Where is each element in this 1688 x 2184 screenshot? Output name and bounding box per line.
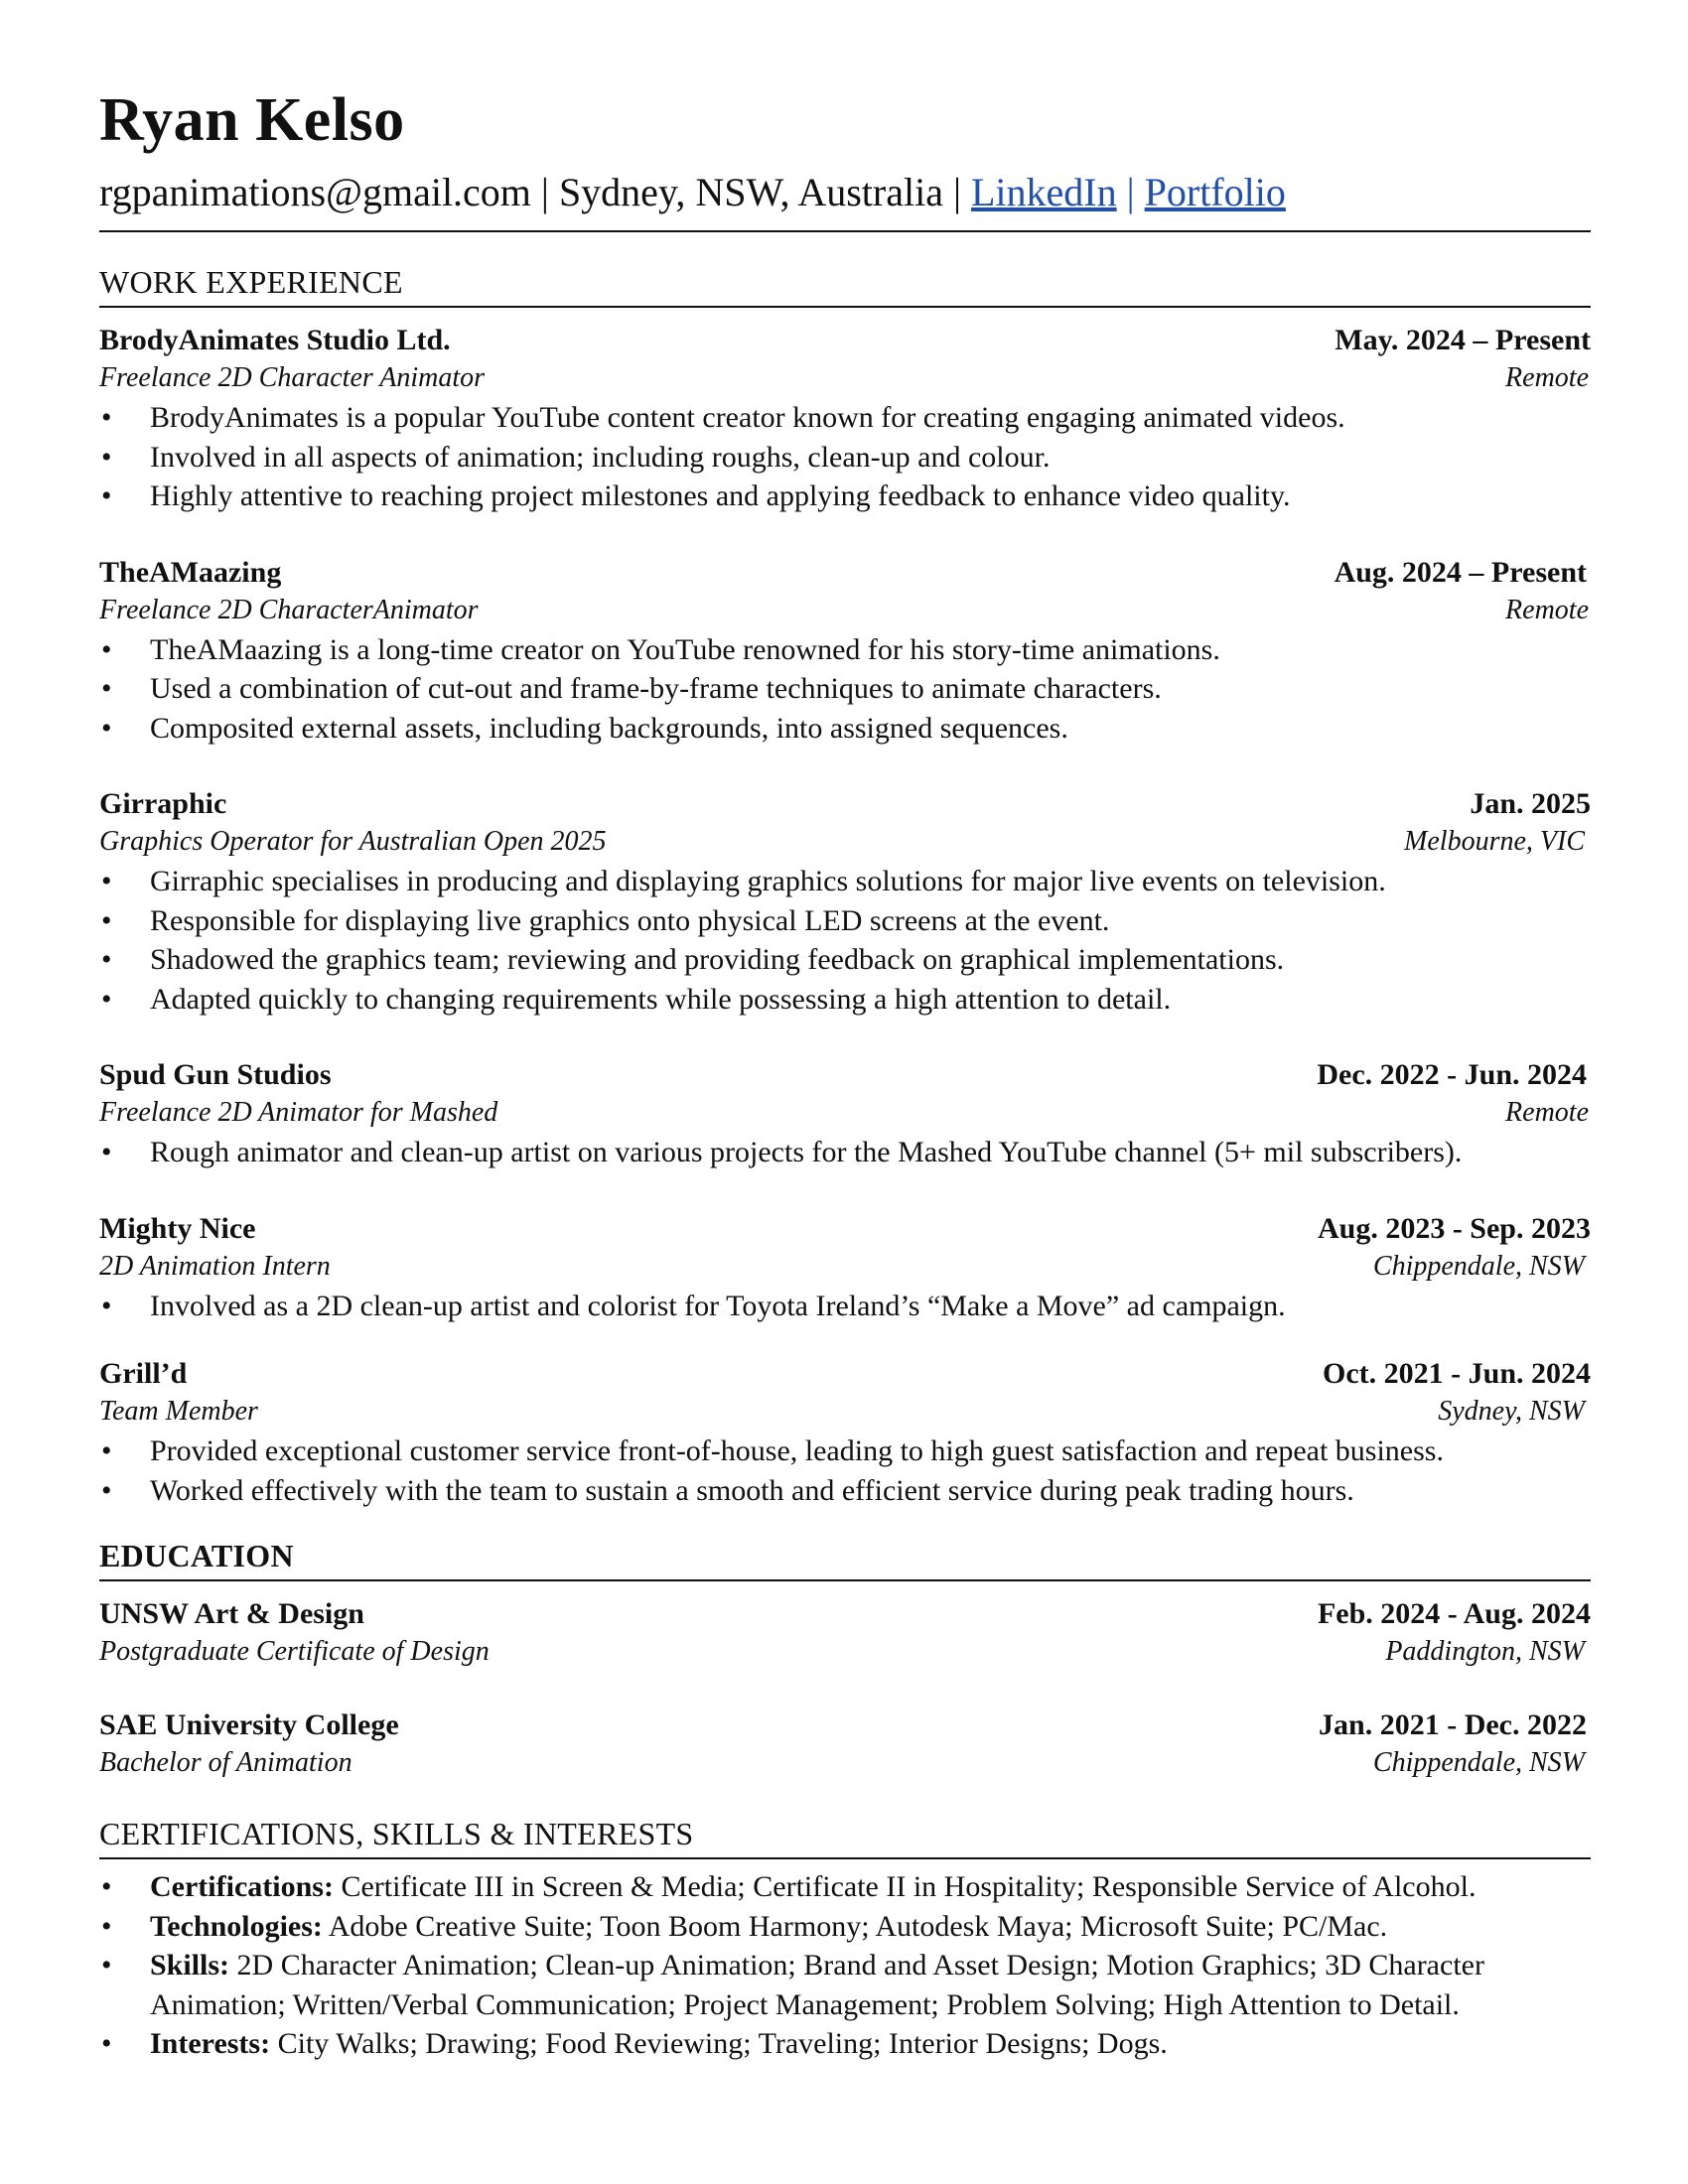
contact-separator: | [952, 170, 961, 214]
bullet-item: • Highly attentive to reaching project milestones and applying feedback to enhance video quality. [99, 477, 1591, 516]
education-school: UNSW Art & Design [99, 1597, 364, 1630]
contact-location: Sydney, NSW, Australia [558, 170, 943, 214]
work-company: BrodyAnimates Studio Ltd. [99, 324, 451, 356]
education-dates: Feb. 2024 - Aug. 2024 [1317, 1597, 1591, 1630]
bullet-item: • TheAMaazing is a long-time creator on YouTube renowned for his story-time animations. [99, 630, 1591, 670]
work-section [99, 322, 1591, 1510]
work-entry [99, 322, 1591, 516]
work-location: Remote [1505, 1097, 1589, 1128]
work-location: Remote [1505, 362, 1589, 393]
section-divider [99, 1579, 1591, 1581]
skills-item [99, 1946, 1591, 2024]
bullet-item: • Rough animator and clean-up artist on various projects for the Mashed YouTube channel (5+ mil subscribers). [99, 1133, 1591, 1172]
work-entry [99, 554, 1591, 749]
skills-list [99, 1867, 1591, 2064]
work-role: Graphics Operator for Australian Open 2025 [99, 826, 607, 857]
work-entry [99, 1210, 1591, 1326]
skills-text: Adobe Creative Suite; Toon Boom Harmony; Autodesk Maya; Microsoft Suite; PC/Mac. [322, 1909, 1388, 1943]
education-location: Chippendale, NSW [1372, 1747, 1585, 1778]
work-company: Girraphic [99, 787, 227, 820]
education-location: Paddington, NSW [1385, 1636, 1585, 1667]
bullet-item: • Used a combination of cut-out and frame-by-frame techniques to animate characters. [99, 669, 1591, 709]
education-entry [99, 1595, 1591, 1671]
skills-label: Interests: [150, 2027, 271, 2060]
work-bullets [99, 862, 1591, 1019]
section-title-skills: CERTIFICATIONS, SKILLS & INTERESTS [99, 1816, 694, 1851]
contact-separator: | [540, 170, 549, 214]
skills-text: City Walks; Drawing; Food Reviewing; Traveling; Interior Designs; Dogs. [270, 2027, 1168, 2060]
work-bullets [99, 1432, 1591, 1510]
work-bullets [99, 1133, 1591, 1172]
skills-label: Skills: [150, 1949, 230, 1981]
work-bullets [99, 1287, 1591, 1326]
education-degree: Postgraduate Certificate of Design [99, 1636, 490, 1667]
education-entry [99, 1706, 1591, 1782]
work-company: Mighty Nice [99, 1211, 256, 1245]
work-location: Sydney, NSW [1438, 1396, 1585, 1427]
work-dates: Oct. 2021 - Jun. 2024 [1323, 1357, 1591, 1390]
skills-label: Certifications: [150, 1870, 334, 1903]
work-location: Remote [1505, 594, 1589, 625]
resume-page [99, 86, 1591, 2064]
work-role: Freelance 2D CharacterAnimator [99, 594, 479, 625]
section-divider [99, 1857, 1591, 1859]
work-company: Spud Gun Studios [99, 1058, 332, 1091]
work-role: Freelance 2D Animator for Mashed [99, 1097, 498, 1128]
skills-item [99, 1907, 1591, 1947]
contact-line [99, 170, 1591, 214]
bullet-item: • Worked effectively with the team to sustain a smooth and efficient service during peak trading hours. [99, 1471, 1591, 1511]
skills-label: Technologies: [150, 1909, 323, 1943]
contact-email[interactable]: rgpanimations@gmail.com [99, 170, 531, 214]
work-entry [99, 1056, 1591, 1172]
education-section [99, 1595, 1591, 1782]
bullet-item: • Involved in all aspects of animation; including roughs, clean-up and colour. [99, 438, 1591, 478]
work-dates: Aug. 2024 – Present [1334, 555, 1587, 589]
work-dates: Dec. 2022 - Jun. 2024 [1317, 1058, 1587, 1091]
education-school: SAE University College [99, 1708, 399, 1741]
bullet-item: • Shadowed the graphics team; reviewing and providing feedback on graphical implementations. [99, 940, 1591, 980]
bullet-item: • Girraphic specialises in producing and displaying graphics solutions for major live events on television. [99, 862, 1591, 901]
section-title-education: EDUCATION [99, 1538, 294, 1573]
work-location: Melbourne, VIC [1404, 826, 1585, 857]
skills-text: 2D Character Animation; Clean-up Animation; Brand and Asset Design; Motion Graphics; 3D Character Animation; Written/Verbal Communication; Project Management; Problem Solving; High Attention to Detail. [150, 1949, 1484, 2021]
work-entry [99, 785, 1591, 1019]
portfolio-link[interactable]: Portfolio [1144, 170, 1286, 214]
bullet-item: • BrodyAnimates is a popular YouTube content creator known for creating engaging animated videos. [99, 398, 1591, 438]
skills-text: Certificate III in Screen & Media; Certificate II in Hospitality; Responsible Service of Alcohol. [333, 1870, 1477, 1903]
bullet-item: • Involved as a 2D clean-up artist and colorist for Toyota Ireland’s “Make a Move” ad campaign. [99, 1287, 1591, 1326]
work-role: Freelance 2D Character Animator [99, 362, 486, 393]
education-dates: Jan. 2021 - Dec. 2022 [1319, 1708, 1587, 1741]
section-divider [99, 306, 1591, 308]
work-dates: May. 2024 – Present [1335, 324, 1591, 356]
work-role: 2D Animation Intern [99, 1250, 331, 1282]
work-bullets [99, 630, 1591, 749]
work-company: Grill’d [99, 1357, 188, 1390]
work-dates: Jan. 2025 [1470, 787, 1591, 820]
work-dates: Aug. 2023 - Sep. 2023 [1317, 1211, 1591, 1245]
work-location: Chippendale, NSW [1372, 1250, 1585, 1282]
bullet-item: • Provided exceptional customer service front-of-house, leading to high guest satisfaction and repeat business. [99, 1432, 1591, 1471]
bullet-item: • Composited external assets, including backgrounds, into assigned sequences. [99, 709, 1591, 749]
education-degree: Bachelor of Animation [99, 1747, 352, 1778]
skills-item [99, 2024, 1591, 2064]
linkedin-link[interactable]: LinkedIn [970, 170, 1117, 214]
contact-separator: | [1126, 170, 1135, 214]
work-entry [99, 1355, 1591, 1510]
bullet-item: • Adapted quickly to changing requirements while possessing a high attention to detail. [99, 980, 1591, 1020]
work-role: Team Member [99, 1396, 258, 1427]
candidate-name: Ryan Kelso [99, 86, 405, 154]
bullet-item: • Responsible for displaying live graphics onto physical LED screens at the event. [99, 901, 1591, 941]
section-title-work: WORK EXPERIENCE [99, 264, 403, 300]
work-bullets [99, 398, 1591, 516]
header-divider [99, 230, 1591, 232]
skills-item [99, 1867, 1591, 1907]
work-company: TheAMaazing [99, 555, 282, 589]
